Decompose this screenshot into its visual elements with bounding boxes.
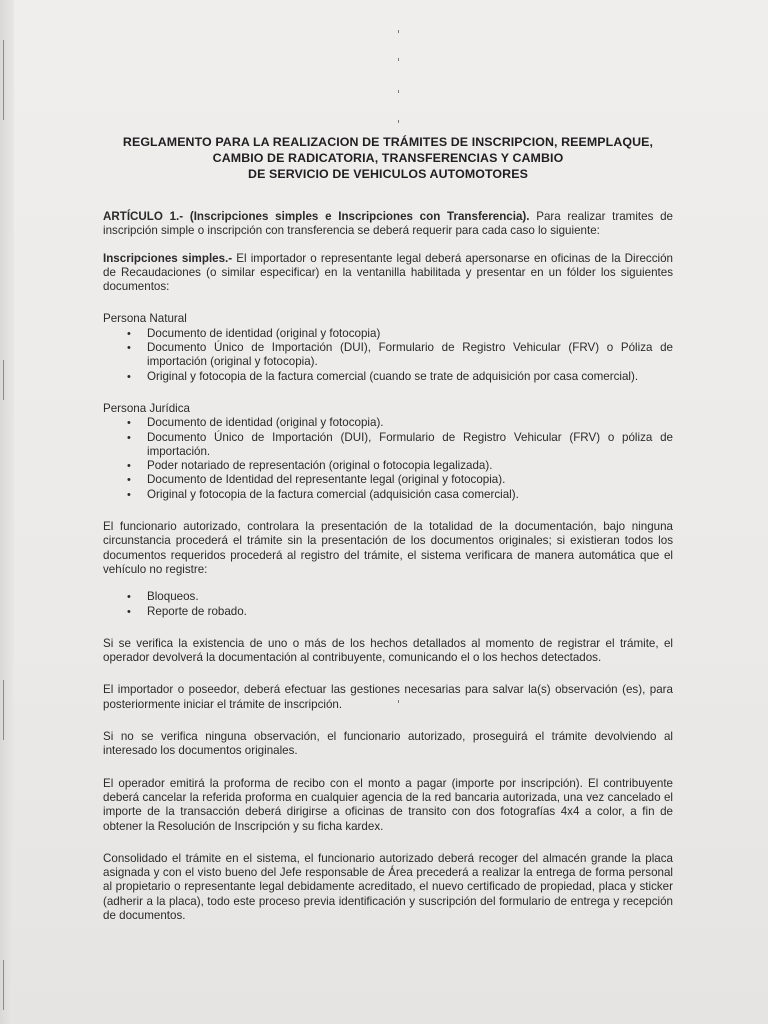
scan-edge: [0, 0, 14, 1024]
list-item: • Bloqueos.: [127, 590, 199, 604]
list-item: • Original y fotocopia de la factura comercial (cuando se trate de adquisición por casa comercial).: [127, 369, 639, 383]
fold-dot: [398, 30, 399, 33]
list-item: • Documento Único de Importación (DUI), Formulario de Registro Vehicular (FRV) o póliza de importación.: [127, 430, 673, 458]
persona-natural-heading: Persona Natural: [103, 312, 187, 326]
no-verifica-paragraph: Si no se verifica ninguna observación, el funcionario autorizado, proseguirá el trámite devolviendo al interesado los documentos originales.: [103, 730, 673, 758]
article-1-label: ARTÍCULO 1.- (Inscripciones simples e Inscripciones con Transferencia).: [103, 210, 530, 223]
bullet-icon: •: [127, 327, 131, 340]
bullet-icon: •: [127, 474, 131, 487]
checks-list: [103, 590, 673, 619]
list-item: • Documento Único de Importación (DUI), Formulario de Registro Vehicular (FRV) o Póliza de importación (original y fotocopia).: [127, 341, 673, 369]
persona-juridica-heading: Persona Jurídica: [103, 401, 190, 415]
verifica-paragraph: Si se verifica la existencia de uno o más de los hechos detallados al momento de registrar el trámite, el operador devolverá la documentación al contribuyente, comunicando el o los hechos detectados.: [103, 636, 673, 665]
bullet-icon: •: [127, 591, 131, 604]
bullet-icon: •: [127, 431, 131, 444]
bullet-icon: •: [127, 460, 131, 473]
article-1-text: Para realizar tramites de inscripción simple o inscripción con transferencia se deberá requerir para cada caso lo siguiente:: [103, 210, 673, 238]
bullet-icon: •: [127, 342, 131, 355]
persona-natural-list: [103, 327, 673, 384]
list-item: • Documento de identidad (original y fotocopia): [127, 326, 381, 340]
bullet-icon: •: [127, 370, 131, 383]
title-line: REGLAMENTO PARA LA REALIZACION DE TRÁMITES DE INSCRIPCION, REEMPLAQUE,: [122, 135, 654, 149]
document-title: [103, 134, 673, 182]
persona-juridica-list: [103, 416, 673, 502]
inscripciones-simples-text: El importador o representante legal deberá apersonarse en oficinas de la Dirección de Recaudaciones (o similar especificar) en la ventanilla habilitada y presentar en un fólder los siguientes documentos:: [103, 251, 673, 294]
title-line: DE SERVICIO DE VEHICULOS AUTOMOTORES: [248, 167, 528, 181]
fold-dot: [398, 58, 399, 61]
consolidado-paragraph: Consolidado el trámite en el sistema, el funcionario autorizado deberá recoger del almacén grande la placa asignada y con el visto bueno del Jefe responsable de Área precederá a realizar la entrega de forma personal al propietario o representante legal debidamente acreditado, el nuevo certificado de propiedad, placa y sticker (adherir a la placa), todo este proceso previa identificación y suscripción del formulario de entrega y recepción de documentos.: [103, 851, 673, 922]
list-item: • Reporte de robado.: [127, 604, 247, 618]
operador-paragraph: El operador emitirá la proforma de recibo con el monto a pagar (importe por inscripción). El contribuyente deberá cancelar la referida proforma en cualquier agencia de la red bancaria autorizada, una vez cancelado el importe de la transacción deberá dirigirse a oficinas de transito con dos fotografías 4x4 a color, a fin de obtener la Resolución de Inscripción y su ficha kardex.: [103, 776, 673, 833]
fold-dot: [398, 90, 399, 93]
bullet-icon: •: [127, 605, 131, 618]
scan-edge-mark: [3, 360, 4, 400]
inscripciones-simples-label: Inscripciones simples.-: [103, 251, 233, 265]
list-item: • Original y fotocopia de la factura comercial (adquisición casa comercial).: [127, 487, 519, 501]
bullet-icon: •: [127, 488, 131, 501]
list-item: • Documento de Identidad del representante legal (original y fotocopia).: [127, 473, 506, 487]
scan-edge-mark: [3, 960, 4, 1010]
scan-edge-mark: [3, 40, 4, 120]
inscripciones-simples-paragraph: [103, 252, 673, 295]
fold-dot: [398, 120, 399, 123]
list-item: • Poder notariado de representación (original o fotocopia legalizada).: [127, 459, 493, 473]
article-1-paragraph: [103, 210, 673, 239]
funcionario-paragraph: El funcionario autorizado, controlara la presentación de la totalidad de la documentación, bajo ninguna circunstancia procederá el trámite sin la presentación de los documentos originales; si existieran todos los documentos requeridos procederá al registro del trámite, el sistema verificara de manera automática que el vehículo no registre:: [103, 520, 673, 576]
document-body: [103, 134, 673, 923]
importador-paragraph: El importador o poseedor, deberá efectuar las gestiones necesarias para salvar la(s) observación (es), para posteriormente iniciar el trámite de inscripción.: [103, 683, 673, 711]
scan-edge-mark: [3, 680, 4, 740]
bullet-icon: •: [127, 417, 131, 430]
list-item: • Documento de identidad (original y fotocopia).: [127, 416, 384, 430]
title-line: CAMBIO DE RADICATORIA, TRANSFERENCIAS Y CAMBIO: [212, 151, 564, 165]
